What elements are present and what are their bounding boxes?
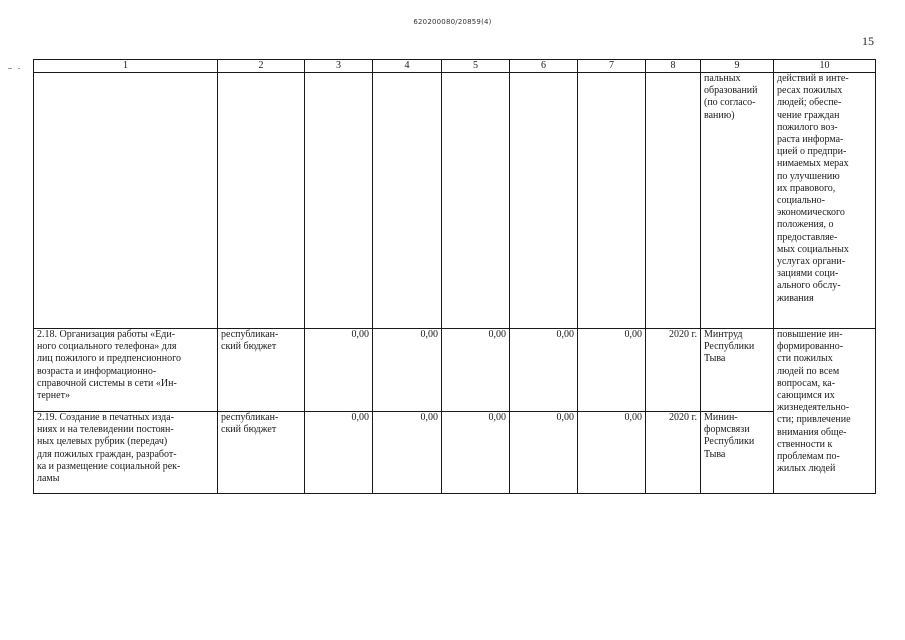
continuation-executor-text: пальных образований (по согласо- ванию) <box>704 73 758 121</box>
executor <box>701 412 774 494</box>
executor-text: Минин- формсвязи Республики Тыва <box>704 412 755 460</box>
continuation-row <box>34 73 876 329</box>
value-col4: 0,00 <box>373 329 442 412</box>
col-header-1: 1 <box>34 60 218 73</box>
value-col6: 0,00 <box>510 329 578 412</box>
scan-mark <box>18 68 20 69</box>
continuation-result-text: действий в инте- ресах пожилых людей; обеспе- чение граждан пожилого воз- раста информа- цией о предпри- нимаемых мерах по улучшению их правового, социально- экономического положения, о предоставляе- мых социальных услугах органи- зациями соци- ального обслу- живания <box>777 73 849 304</box>
expected-result-text: повышение ин- формированно- сти пожилых людей по всем вопросам, ка- сающимся их жизнедеятельно- сти; привлечение внимания обще- ственности к проблемам по- жилых людей <box>777 329 851 475</box>
value-col7: 0,00 <box>578 412 646 494</box>
scan-mark <box>8 68 12 69</box>
header-row <box>34 60 876 73</box>
value-col5: 0,00 <box>442 412 510 494</box>
deadline-year: 2020 г. <box>646 329 701 412</box>
col-header-7: 7 <box>578 60 646 73</box>
continuation-executor <box>701 73 774 329</box>
cell-empty <box>646 73 701 329</box>
col-header-9: 9 <box>701 60 774 73</box>
cell-empty <box>305 73 373 329</box>
cell-empty <box>218 73 305 329</box>
value-col3: 0,00 <box>305 329 373 412</box>
funding-source-text: республикан- ский бюджет <box>221 329 279 353</box>
cell-empty <box>578 73 646 329</box>
expected-result-merged <box>774 329 876 494</box>
col-header-10: 10 <box>774 60 876 73</box>
document-id: 620200080/20859(4) <box>413 18 492 26</box>
col-header-2: 2 <box>218 60 305 73</box>
funding-source-text: республикан- ский бюджет <box>221 412 279 436</box>
program-table <box>33 59 876 494</box>
measure-name-text: 2.18. Организация работы «Еди- ного социального телефона» для лиц пожилого и предпенсионного возраста и информационно- справочной системы в сети «Ин- тернет» <box>37 329 181 402</box>
cell-empty <box>34 73 218 329</box>
funding-source <box>218 412 305 494</box>
value-col7: 0,00 <box>578 329 646 412</box>
value-col5: 0,00 <box>442 329 510 412</box>
page-number: 15 <box>862 34 874 48</box>
table-row-2-18 <box>34 329 876 412</box>
value-col3: 0,00 <box>305 412 373 494</box>
col-header-3: 3 <box>305 60 373 73</box>
cell-empty <box>442 73 510 329</box>
deadline-year: 2020 г. <box>646 412 701 494</box>
col-header-8: 8 <box>646 60 701 73</box>
col-header-6: 6 <box>510 60 578 73</box>
funding-source <box>218 329 305 412</box>
measure-name <box>34 329 218 412</box>
value-col4: 0,00 <box>373 412 442 494</box>
cell-empty <box>510 73 578 329</box>
measure-name <box>34 412 218 494</box>
col-header-5: 5 <box>442 60 510 73</box>
measure-name-text: 2.19. Создание в печатных изда- ниях и на телевидении постоян- ных целевых рубрик (передач) для пожилых граждан, разработ- ка и размещение социальной рек- ламы <box>37 412 181 485</box>
executor <box>701 329 774 412</box>
cell-empty <box>373 73 442 329</box>
table-row-2-19 <box>34 412 876 494</box>
col-header-4: 4 <box>373 60 442 73</box>
executor-text: Минтруд Республики Тыва <box>704 329 755 365</box>
continuation-result <box>774 73 876 329</box>
value-col6: 0,00 <box>510 412 578 494</box>
